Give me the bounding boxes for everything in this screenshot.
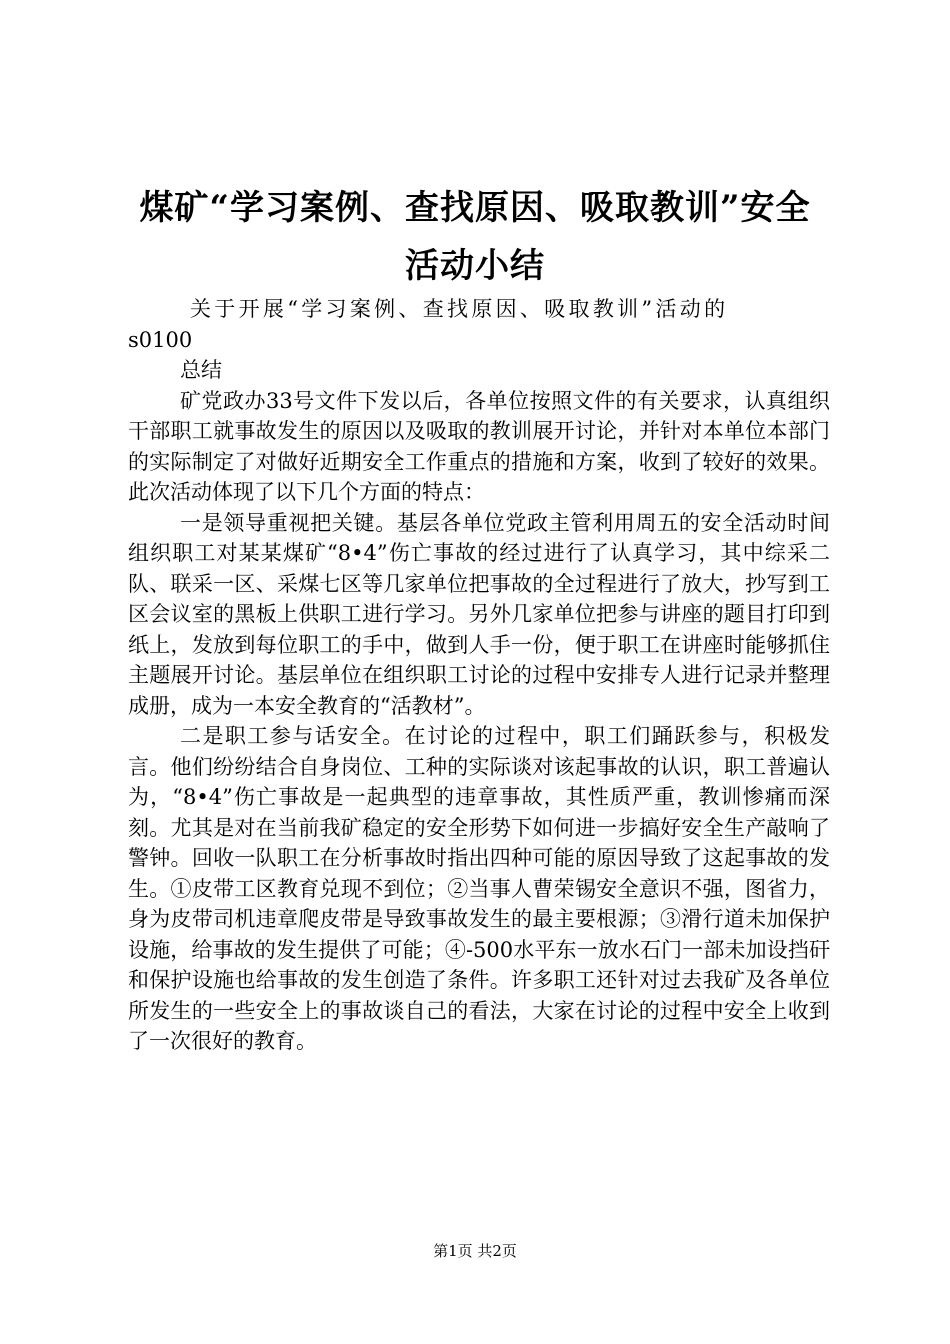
page-number-footer: 第1页 共2页 [433,1242,517,1260]
document-title-line-2: 活动小结 [405,246,545,286]
paragraph-leadership: 一是领导重视把关键。基层各单位党政主管利用周五的安全活动时间组织职工对某某煤矿“8•4”伤亡事故的经过进行了认真学习，其中综采二队、联采一区、采煤七区等几家单位把事故的全过程进行了放大，抄写到工区会议室的黑板上供职工进行学习。另外几家单位把参与讲座的题目打印到纸上，发放到每位职工的手中，做到人手一份，便于职工在讲座时能够抓住主题展开讨论。基层单位在组织职工讨论的过程中安排专人进行记录并整理成册，成为一本安全教育的“活教材”。 [128,510,830,718]
paragraph-intro: 矿党政办33号文件下发以后，各单位按照文件的有关要求，认真组织干部职工就事故发生的原因以及吸取的教训展开讨论，并针对本单位本部门的实际制定了对做好近期安全工作重点的措施和方案，收到了较好的效果。此次活动体现了以下几个方面的特点： [128,388,830,504]
document-body [128,294,830,1057]
subtitle-summary-word: 总结 [180,358,222,382]
subtitle-line: 关于开展“学习案例、查找原因、吸取教训”活动的 [190,297,729,321]
document-code: s0100 [128,327,193,352]
paragraph-participation: 二是职工参与话安全。在讨论的过程中，职工们踊跃参与，积极发言。他们纷纷结合自身岗位、工种的实际谈对该起事故的认识，职工普遍认为，“8•4”伤亡事故是一起典型的违章事故，其性质严重，教训惨痛而深刻。尤其是对在当前我矿稳定的安全形势下如何进一步搞好安全生产敲响了警钟。回收一队职工在分析事故时指出四种可能的原因导致了这起事故的发生。①皮带工区教育兑现不到位；②当事人曹荣锡安全意识不强，图省力，身为皮带司机违章爬皮带是导致事故发生的最主要根源；③滑行道未加保护设施，给事故的发生提供了可能；④-500水平东一放水石门一部未加设挡矸和保护设施也给事故的发生创造了条件。许多职工还针对过去我矿及各单位所发生的一些安全上的事故谈自己的看法，大家在讨论的过程中安全上收到了一次很好的教育。 [128,724,830,1053]
document-title-line-1: 煤矿“学习案例、查找原因、吸取教训”安全 [139,188,811,228]
